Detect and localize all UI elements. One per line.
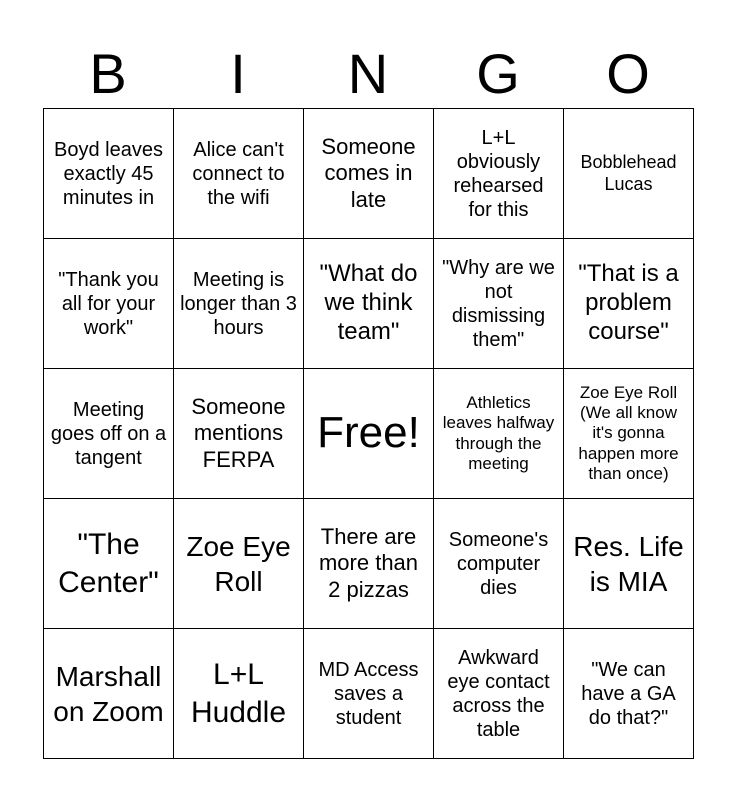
header-letter-o: O [606,42,650,105]
header-letter-n: N [347,42,389,105]
header-letter-g: G [476,42,520,105]
bingo-cell-r1-c5[interactable]: Bobblehead Lucas [564,109,694,239]
bingo-card [43,108,694,759]
bingo-header [43,40,693,108]
bingo-cell-r1-c2[interactable]: Alice can't connect to the wifi [174,109,304,239]
bingo-cell-r5-c1[interactable]: Marshall on Zoom [44,629,174,759]
header-letter-i: I [230,42,246,105]
bingo-cell-r2-c5[interactable]: "That is a problem course" [564,239,694,369]
bingo-cell-r1-c1[interactable]: Boyd leaves exactly 45 minutes in [44,109,174,239]
bingo-cell-r3-c4[interactable]: Athletics leaves halfway through the meeting [434,369,564,499]
bingo-cell-r2-c3[interactable]: "What do we think team" [304,239,434,369]
bingo-cell-r4-c2[interactable]: Zoe Eye Roll [174,499,304,629]
bingo-cell-r3-c5[interactable]: Zoe Eye Roll (We all know it's gonna happen more than once) [564,369,694,499]
bingo-cell-r5-c3[interactable]: MD Access saves a student [304,629,434,759]
bingo-cell-r4-c3[interactable]: There are more than 2 pizzas [304,499,434,629]
bingo-cell-r3-c2[interactable]: Someone mentions FERPA [174,369,304,499]
header-letter-b: B [89,42,127,105]
bingo-cell-r1-c4[interactable]: L+L obviously rehearsed for this [434,109,564,239]
bingo-cell-r5-c5[interactable]: "We can have a GA do that?" [564,629,694,759]
bingo-cell-r2-c1[interactable]: "Thank you all for your work" [44,239,174,369]
bingo-free-space[interactable]: Free! [304,369,434,499]
bingo-cell-r1-c3[interactable]: Someone comes in late [304,109,434,239]
bingo-cell-r4-c5[interactable]: Res. Life is MIA [564,499,694,629]
bingo-cell-r3-c1[interactable]: Meeting goes off on a tangent [44,369,174,499]
bingo-cell-r5-c2[interactable]: L+L Huddle [174,629,304,759]
bingo-cell-r4-c4[interactable]: Someone's computer dies [434,499,564,629]
bingo-cell-r5-c4[interactable]: Awkward eye contact across the table [434,629,564,759]
bingo-cell-r4-c1[interactable]: "The Center" [44,499,174,629]
bingo-cell-r2-c2[interactable]: Meeting is longer than 3 hours [174,239,304,369]
bingo-cell-r2-c4[interactable]: "Why are we not dismissing them" [434,239,564,369]
